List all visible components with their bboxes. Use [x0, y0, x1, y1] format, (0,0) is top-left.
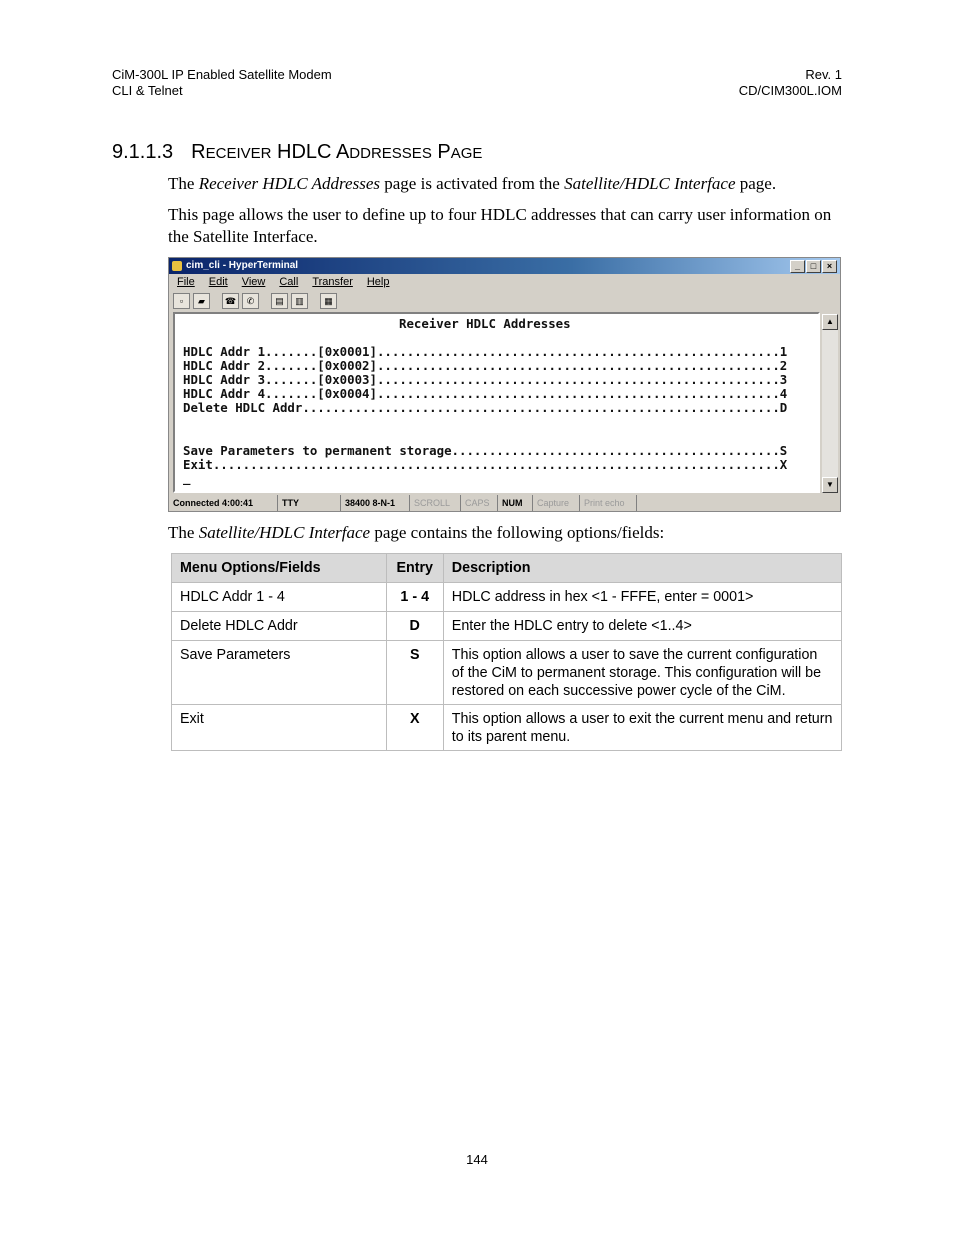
header-entry: Entry	[386, 554, 443, 583]
section-title: RECEIVER HDLC ADDRESSES PAGE	[191, 141, 483, 163]
option-name: Delete HDLC Addr	[172, 612, 387, 641]
description-paragraph: This page allows the user to define up to four HDLC addresses that can carry user information on the Satellite Interface.	[168, 205, 832, 246]
doc-id: CD/CIM300L.IOM	[738, 83, 842, 98]
terminal-line-hdlc-addr-4: HDLC Addr 4.......[0x0004]......................................................4	[183, 386, 788, 401]
status-num: NUM	[498, 495, 533, 511]
connect-icon[interactable]: ☎	[222, 293, 239, 309]
terminal-line-save: Save Parameters to permanent storage............................................S	[183, 443, 788, 458]
properties-icon[interactable]: ▦	[320, 293, 337, 309]
table-row	[172, 612, 842, 641]
hyperterminal-screenshot	[168, 257, 841, 512]
header-menu-options: Menu Options/Fields	[172, 554, 387, 583]
status-emulation: TTY	[278, 495, 341, 511]
scroll-up-icon[interactable]: ▲	[822, 314, 838, 330]
option-entry: X	[386, 705, 443, 751]
terminal-line-hdlc-addr-3: HDLC Addr 3.......[0x0003]......................................................3	[183, 372, 788, 387]
menu-transfer[interactable]: Transfer	[312, 276, 353, 288]
section-heading	[112, 140, 482, 166]
send-icon[interactable]: ▤	[271, 293, 288, 309]
doc-chapter: CLI & Telnet	[112, 83, 183, 98]
new-icon[interactable]: ▫	[173, 293, 190, 309]
open-icon[interactable]: ▰	[193, 293, 210, 309]
disconnect-icon[interactable]: ✆	[242, 293, 259, 309]
table-intro-paragraph: The Satellite/HDLC Interface page contains the following options/fields:	[168, 523, 665, 542]
minimize-button[interactable]: _	[790, 260, 805, 273]
doc-revision: Rev. 1	[805, 67, 842, 82]
status-scroll: SCROLL	[410, 495, 461, 511]
status-connected: Connected 4:00:41	[169, 495, 278, 511]
option-description: This option allows a user to exit the current menu and return to its parent menu.	[443, 705, 841, 751]
section-number: 9.1.1.3	[112, 141, 174, 163]
doc-title: CiM-300L IP Enabled Satellite Modem	[112, 67, 332, 82]
close-button[interactable]: ×	[822, 260, 837, 273]
option-entry: S	[386, 641, 443, 705]
menu-view[interactable]: View	[241, 276, 266, 288]
page-number: 144	[466, 1152, 488, 1167]
receive-icon[interactable]: ▥	[291, 293, 308, 309]
option-entry: 1 - 4	[386, 583, 443, 612]
header-left	[112, 67, 332, 99]
table-row	[172, 583, 842, 612]
terminal-line-hdlc-addr-1: HDLC Addr 1.......[0x0001]......................................................1	[183, 344, 788, 359]
status-port-settings: 38400 8-N-1	[341, 495, 410, 511]
menu-file[interactable]: File	[177, 276, 195, 288]
status-capture: Capture	[533, 495, 580, 511]
menu-edit[interactable]: Edit	[208, 276, 228, 288]
header-description: Description	[443, 554, 841, 583]
intro-paragraph: The Receiver HDLC Addresses page is activated from the Satellite/HDLC Interface page.	[168, 174, 777, 193]
option-name: Exit	[172, 705, 387, 751]
status-bar	[169, 495, 840, 511]
maximize-button[interactable]: □	[806, 260, 821, 273]
terminal-line-exit: Exit............................................................................X	[183, 457, 788, 472]
option-description: HDLC address in hex <1 - FFFE, enter = 0001>	[443, 583, 841, 612]
terminal-screen-title: Receiver HDLC Addresses	[399, 316, 571, 331]
option-name: HDLC Addr 1 - 4	[172, 583, 387, 612]
terminal-cursor: _	[183, 470, 191, 485]
table-header-row	[172, 554, 842, 583]
toolbar	[173, 292, 337, 310]
header-right	[739, 67, 842, 99]
menu-bar	[169, 274, 389, 291]
table-row	[172, 641, 842, 705]
menu-help[interactable]: Help	[366, 276, 390, 288]
window-titlebar	[169, 258, 840, 274]
option-description: Enter the HDLC entry to delete <1..4>	[443, 612, 841, 641]
option-entry: D	[386, 612, 443, 641]
hyperterminal-icon	[172, 261, 182, 271]
option-name: Save Parameters	[172, 641, 387, 705]
terminal-line-delete: Delete HDLC Addr................................................................D	[183, 400, 788, 415]
menu-call[interactable]: Call	[279, 276, 299, 288]
option-description: This option allows a user to save the current configuration of the CiM to permanent storage. This configuration will be restored on each successive power cycle of the CiM.	[443, 641, 841, 705]
status-caps: CAPS	[461, 495, 498, 511]
table-row	[172, 705, 842, 751]
vertical-scrollbar[interactable]	[822, 314, 838, 493]
terminal-screen[interactable]	[173, 312, 820, 493]
terminal-line-hdlc-addr-2: HDLC Addr 2.......[0x0002]......................................................2	[183, 358, 788, 373]
options-table	[171, 553, 842, 751]
window-title: cim_cli - HyperTerminal	[186, 260, 299, 271]
status-print-echo: Print echo	[580, 495, 637, 511]
scroll-down-icon[interactable]: ▼	[822, 477, 838, 493]
